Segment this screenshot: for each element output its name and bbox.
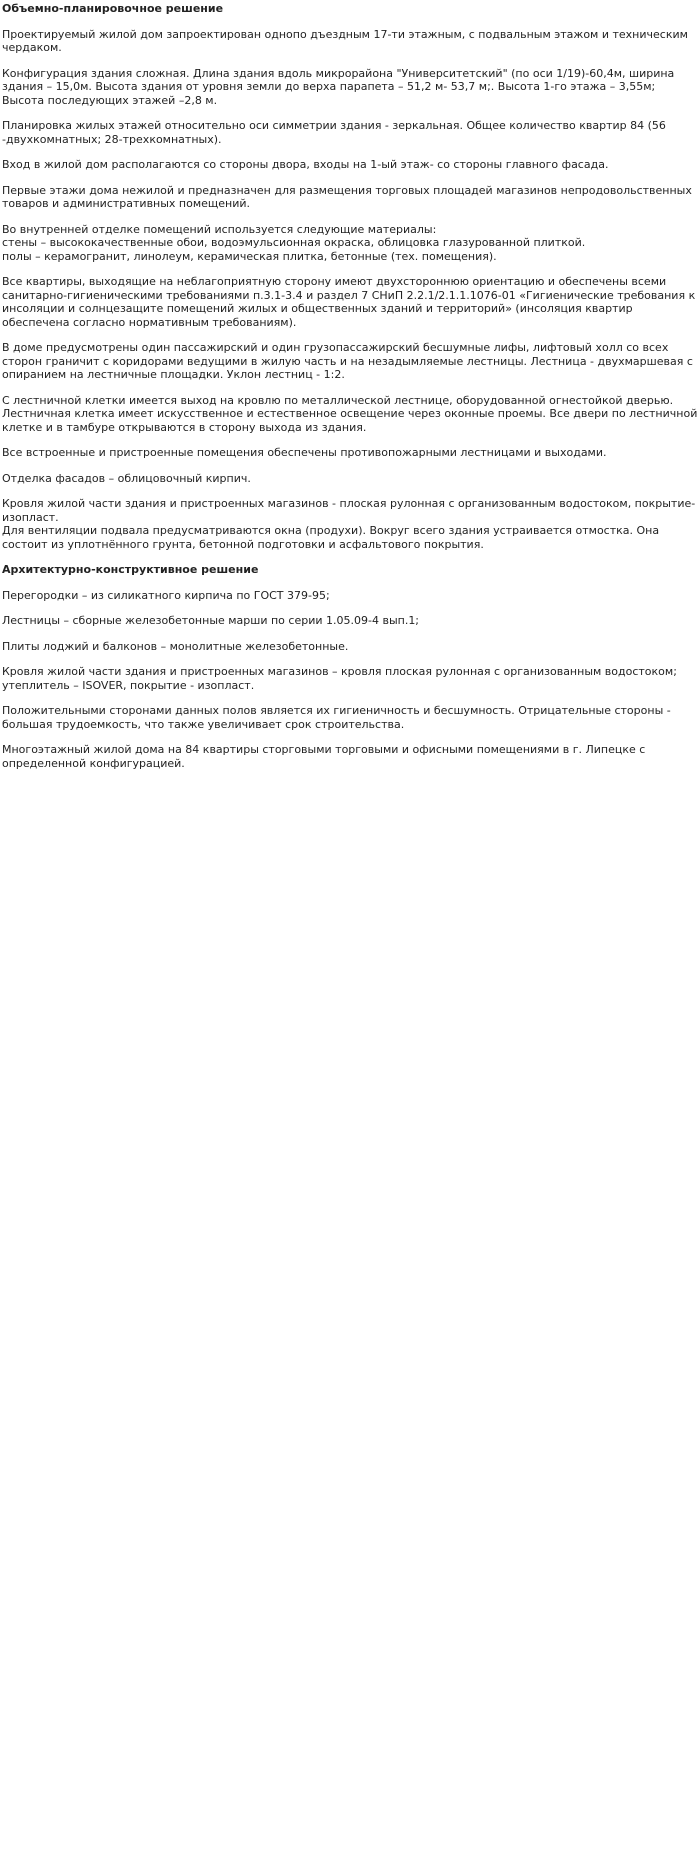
paragraph: Все квартиры, выходящие на неблагоприятную сторону имеют двухстороннюю ориентацию и обеспечены всеми санитарно-гигиеническими требованиями п.3.1-3.4 и раздел 7 СНиП 2.2.1/2.1.1.1076-01 «Гигиенические требования к инсоляции и солнцезащите помещений жилых и общественных зданий и территорий» (инсоляция квартир обеспечена согласно нормативным требованиям). xyxy=(2,275,696,329)
paragraph: С лестничной клетки имеется выход на кровлю по металлической лестнице, оборудованной огнестойкой дверью. Лестничная клетка имеет искусственное и естественное освещение через оконные проемы. Все двери по лестничной клетке и в тамбуре открываются в сторону выхода из здания. xyxy=(2,393,698,434)
paragraph: Все встроенные и пристроенные помещения обеспечены противопожарными лестницами и выходами. xyxy=(2,446,607,459)
paragraph: Плиты лоджий и балконов – монолитные железобетонные. xyxy=(2,639,349,653)
paragraph: Во внутренней отделке помещений используется следующие материалы: стены – высококачественные обои, водоэмульсионная окраска, облицовка глазурованной плиткой. полы – керамогранит, линолеум, керамическая плитка, бетонные (тех. помещения). xyxy=(2,222,586,263)
paragraph: Конфигурация здания сложная. Длина здания вдоль микрорайона "Университетский" (по оси 1/19)-60,4м, ширина здания – 15,0м. Высота здания от уровня земли до верха парапета – 51,2 м- 53,7 м;. Высота 1-го этажа – 3,55м; Высота последующих этажей –2,8 м. xyxy=(2,66,675,107)
paragraph: Отделка фасадов – облицовочный кирпич. xyxy=(2,471,251,485)
paragraph: Первые этажи дома нежилой и предназначен для размещения торговых площадей магазинов непродовольственных товаров и административных помещений. xyxy=(2,183,692,210)
section-architecture xyxy=(2,563,698,770)
paragraph: Планировка жилых этажей относительно оси симметрии здания - зеркальная. Общее количество квартир 84 (56 -двухкомнатных; 28-трехкомнатных). xyxy=(2,119,666,146)
paragraph: Лестницы – сборные железобетонные марши по серии 1.05.09-4 вып.1; xyxy=(2,614,420,627)
paragraph: В доме предусмотрены один пассажирский и один грузопассажирский бесшумные лифы, лифтовый холл со всех сторон граничит с коридорами ведущими в жилую часть и на незадымляемые лестницы. Лестница - двухмаршевая с опиранием на лестничные площадки. Уклон лестниц - 1:2. xyxy=(2,341,693,381)
paragraph: Кровля жилой части здания и пристроенных магазинов – кровля плоская рулонная с организованным водостоком; утеплитель – ISOVER, покрытие - изопласт. xyxy=(2,665,677,692)
paragraph: Вход в жилой дом располагаются со стороны двора, входы на 1-ый этаж- со стороны главного фасада. xyxy=(2,158,609,171)
paragraph: Многоэтажный жилой дома на 84 квартиры сторговыми торговыми и офисными помещениями в г. Липецке с определенной конфигурацией. xyxy=(2,743,646,770)
paragraph: Перегородки – из силикатного кирпича по ГОСТ 379-95; xyxy=(2,588,330,602)
section-planning xyxy=(2,2,698,551)
section-heading: Объемно-планировочное решение xyxy=(2,2,224,15)
paragraph: Кровля жилой части здания и пристроенных магазинов - плоская рулонная с организованным водостоком, покрытие-изопласт. Для вентиляции подвала предусматриваются окна (продухи). Вокруг всего здания устраивается отмостка. Она состоит из уплотнённого грунта, бетонной подготовки и асфальтового покрытия. xyxy=(2,497,696,551)
paragraph: Проектируемый жилой дом запроектирован однопо дъездным 17-ти этажным, с подвальным этажом и техническим чердаком. xyxy=(2,27,688,54)
paragraph: Положительными сторонами данных полов является их гигиеничность и бесшумность. Отрицательные стороны - большая трудоемкость, что также увеличивает срок строительства. xyxy=(2,704,671,731)
document xyxy=(0,0,700,770)
section-heading: Архитектурно-конструктивное решение xyxy=(2,563,259,576)
